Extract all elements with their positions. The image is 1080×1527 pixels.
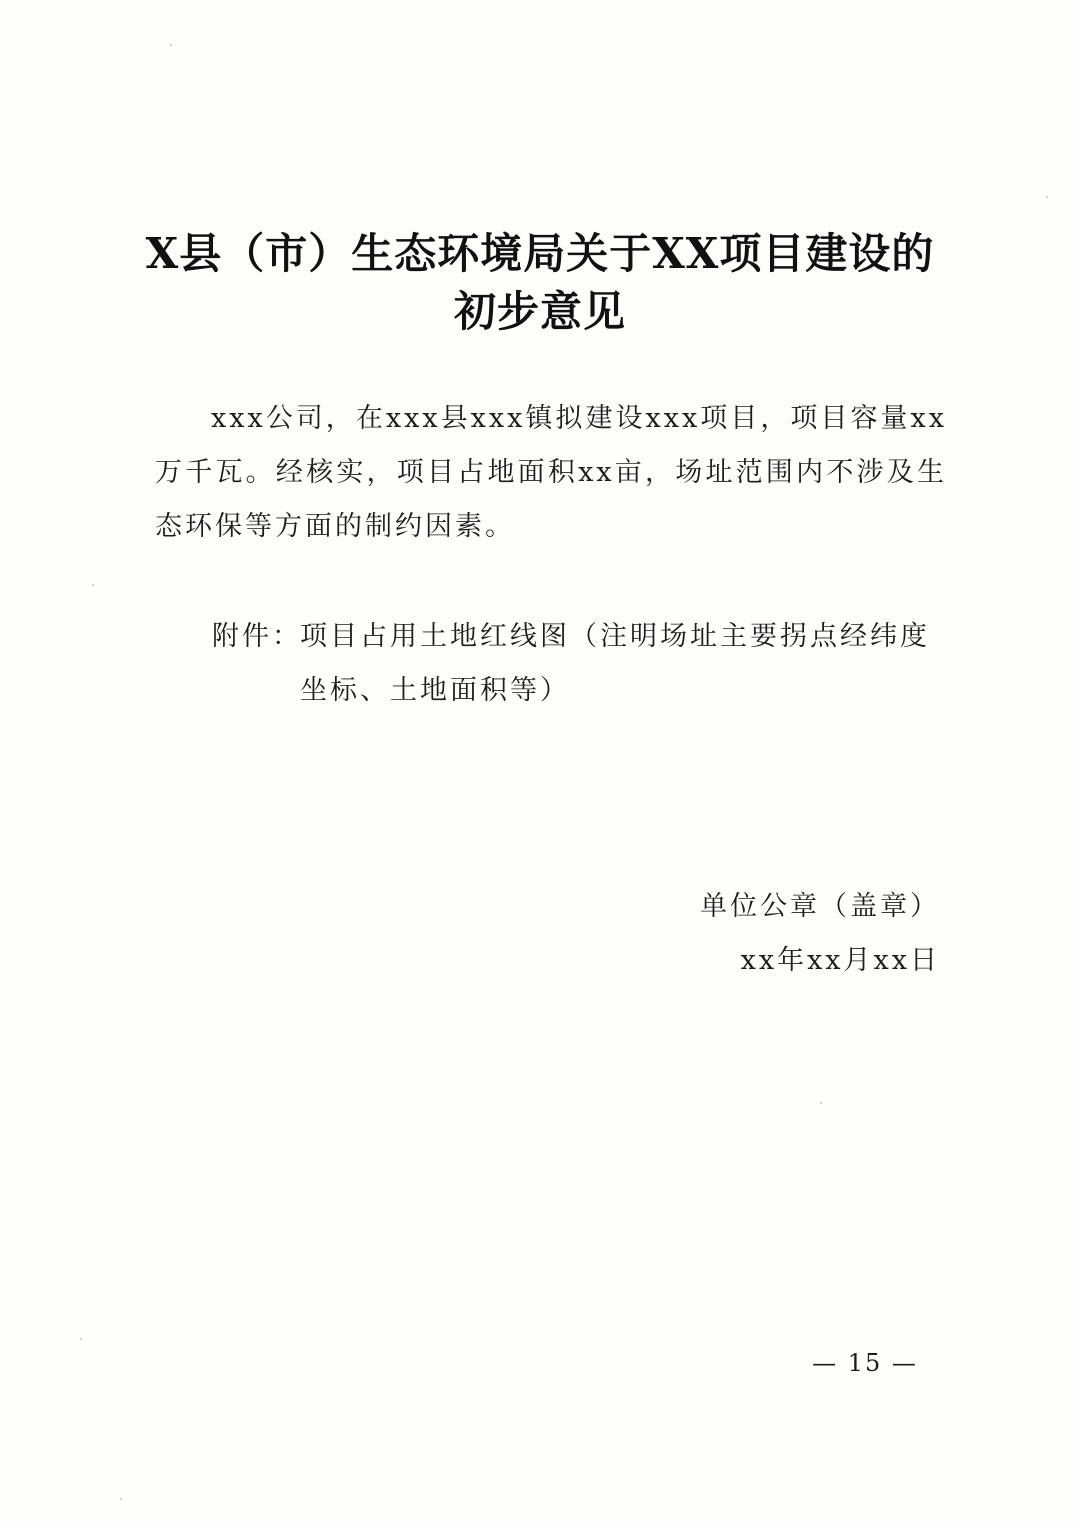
scan-speck — [170, 44, 172, 46]
document-title-line-1: X县（市）生态环境局关于XX项目建设的 — [145, 229, 935, 278]
scan-speck — [80, 1338, 82, 1340]
attachment-label: 附件： — [212, 621, 302, 652]
signature-unit: 单位公章（盖章） — [700, 891, 940, 922]
document-title-line-2: 初步意见 — [453, 287, 626, 336]
scan-speck — [1046, 196, 1048, 198]
page-number: — 15 — — [812, 1349, 918, 1377]
scan-speck — [120, 1498, 122, 1500]
signature-date: xx年xx月xx日 — [740, 945, 940, 976]
scan-speck — [820, 1102, 822, 1104]
body-paragraph-text: xxx公司，在xxx县xxx镇拟建设xxx项目，项目容量xx万千瓦。经核实，项目占地面积xx亩，场址范围内不涉及生态环保等方面的制约因素。 — [155, 403, 947, 542]
scan-speck — [92, 584, 94, 586]
attachment-text: 项目占用土地红线图（注明场址主要拐点经纬度坐标、土地面积等） — [300, 621, 930, 706]
body-paragraph — [155, 392, 947, 554]
